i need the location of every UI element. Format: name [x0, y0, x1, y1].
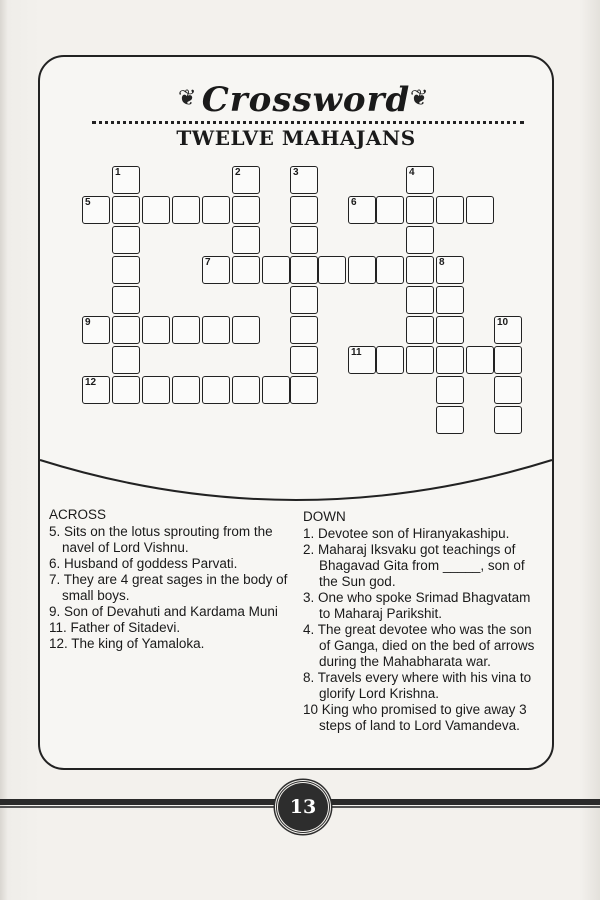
divider-curve: [38, 440, 554, 510]
crossword-cell[interactable]: [376, 256, 404, 284]
crossword-cell[interactable]: [406, 286, 434, 314]
across-clue: 6. Husband of goddess Parvati.: [49, 556, 238, 571]
across-heading: ACROSS: [49, 507, 107, 522]
down-clue: 10 King who promised to give away 3 steps of land to Lord Vamandeva.: [303, 702, 527, 733]
clue-number: 2: [235, 167, 241, 178]
crossword-cell[interactable]: [262, 256, 290, 284]
crossword-cell[interactable]: [202, 376, 230, 404]
clue-number: 6: [351, 197, 357, 208]
crossword-cell[interactable]: [494, 376, 522, 404]
crossword-cell[interactable]: [436, 196, 464, 224]
crossword-cell[interactable]: [290, 316, 318, 344]
crossword-cell[interactable]: [202, 196, 230, 224]
crossword-cell[interactable]: [232, 376, 260, 404]
crossword-cell[interactable]: [436, 406, 464, 434]
crossword-cell[interactable]: [112, 226, 140, 254]
crossword-cell[interactable]: [172, 196, 200, 224]
crossword-cell[interactable]: [436, 376, 464, 404]
crossword-cell[interactable]: [112, 256, 140, 284]
crossword-cell[interactable]: [202, 316, 230, 344]
down-clue: 2. Maharaj Iksvaku got teachings of Bhagavad Gita from _____, son of the Sun god.: [303, 542, 525, 589]
crossword-cell[interactable]: [436, 286, 464, 314]
crossword-cell[interactable]: [290, 256, 318, 284]
across-clue: 12. The king of Yamaloka.: [49, 636, 205, 651]
crossword-cell[interactable]: [376, 196, 404, 224]
down-clue: 4. The great devotee who was the son of Ganga, died on the bed of arrows during the Mahabharata war.: [303, 622, 535, 669]
across-clue: 7. They are 4 great sages in the body of small boys.: [49, 572, 288, 603]
crossword-cell[interactable]: [82, 376, 110, 404]
crossword-cell[interactable]: [436, 256, 464, 284]
crossword-cell[interactable]: [172, 376, 200, 404]
clue-number: 5: [85, 197, 91, 208]
clue-number: 3: [293, 167, 299, 178]
down-heading: DOWN: [303, 509, 346, 524]
crossword-cell[interactable]: [406, 166, 434, 194]
crossword-cell[interactable]: [112, 286, 140, 314]
crossword-cell[interactable]: [290, 286, 318, 314]
crossword-cell[interactable]: [406, 196, 434, 224]
crossword-cell[interactable]: [494, 316, 522, 344]
crossword-cell[interactable]: [142, 196, 170, 224]
crossword-cell[interactable]: [232, 166, 260, 194]
down-clues: [303, 509, 543, 734]
crossword-cell[interactable]: [318, 256, 346, 284]
crossword-cell[interactable]: [290, 166, 318, 194]
page-title: Crossword: [201, 80, 411, 120]
across-clue: 5. Sits on the lotus sprouting from the navel of Lord Vishnu.: [49, 524, 273, 555]
across-clue: 11. Father of Sitadevi.: [49, 620, 181, 635]
crossword-cell[interactable]: [112, 316, 140, 344]
crossword-cell[interactable]: [290, 226, 318, 254]
crossword-cell[interactable]: [82, 316, 110, 344]
crossword-cell[interactable]: [112, 196, 140, 224]
crossword-cell[interactable]: [466, 196, 494, 224]
puzzle-subtitle: TWELVE MAHAJANS: [176, 126, 416, 150]
crossword-cell[interactable]: [406, 226, 434, 254]
clue-number: 11: [351, 347, 362, 358]
crossword-cell[interactable]: [290, 346, 318, 374]
left-ornament-icon: ❦: [178, 86, 197, 111]
crossword-cell[interactable]: [406, 316, 434, 344]
crossword-cell[interactable]: [232, 226, 260, 254]
clue-number: 12: [85, 377, 97, 388]
crossword-cell[interactable]: [262, 376, 290, 404]
clue-number: 4: [409, 167, 415, 178]
crossword-cell[interactable]: [348, 196, 376, 224]
crossword-cell[interactable]: [376, 346, 404, 374]
crossword-cell[interactable]: [494, 406, 522, 434]
crossword-cell[interactable]: [112, 376, 140, 404]
crossword-cell[interactable]: [348, 256, 376, 284]
crossword-cell[interactable]: [232, 256, 260, 284]
crossword-cell[interactable]: [232, 196, 260, 224]
crossword-cell[interactable]: [142, 316, 170, 344]
across-clue: 9. Son of Devahuti and Kardama Muni: [49, 604, 278, 619]
crossword-cell[interactable]: [436, 316, 464, 344]
down-clue: 8. Travels every where with his vina to glorify Lord Krishna.: [303, 670, 532, 701]
clue-number: 8: [439, 257, 445, 268]
crossword-cell[interactable]: [112, 166, 140, 194]
crossword-cell[interactable]: [82, 196, 110, 224]
page-number-badge: 13: [275, 780, 331, 834]
crossword-cell[interactable]: [290, 376, 318, 404]
clue-number: 10: [497, 317, 509, 328]
clue-number: 7: [205, 257, 211, 268]
crossword-cell[interactable]: [466, 346, 494, 374]
crossword-cell[interactable]: [112, 346, 140, 374]
crossword-cell[interactable]: [202, 256, 230, 284]
crossword-cell[interactable]: [172, 316, 200, 344]
crossword-cell[interactable]: [232, 316, 260, 344]
down-clue: 3. One who spoke Srimad Bhagvatam to Maharaj Parikshit.: [303, 590, 531, 621]
down-clue: 1. Devotee son of Hiranyakashipu.: [303, 526, 510, 541]
crossword-cell[interactable]: [142, 376, 170, 404]
across-clues: [49, 507, 294, 652]
crossword-cell[interactable]: [494, 346, 522, 374]
crossword-cell[interactable]: [436, 346, 464, 374]
right-ornament-icon: ❦: [410, 86, 429, 111]
crossword-cell[interactable]: [406, 256, 434, 284]
crossword-cell[interactable]: [290, 196, 318, 224]
clue-number: 1: [115, 167, 121, 178]
crossword-cell[interactable]: [406, 346, 434, 374]
clue-number: 9: [85, 317, 91, 328]
crossword-cell[interactable]: [348, 346, 376, 374]
